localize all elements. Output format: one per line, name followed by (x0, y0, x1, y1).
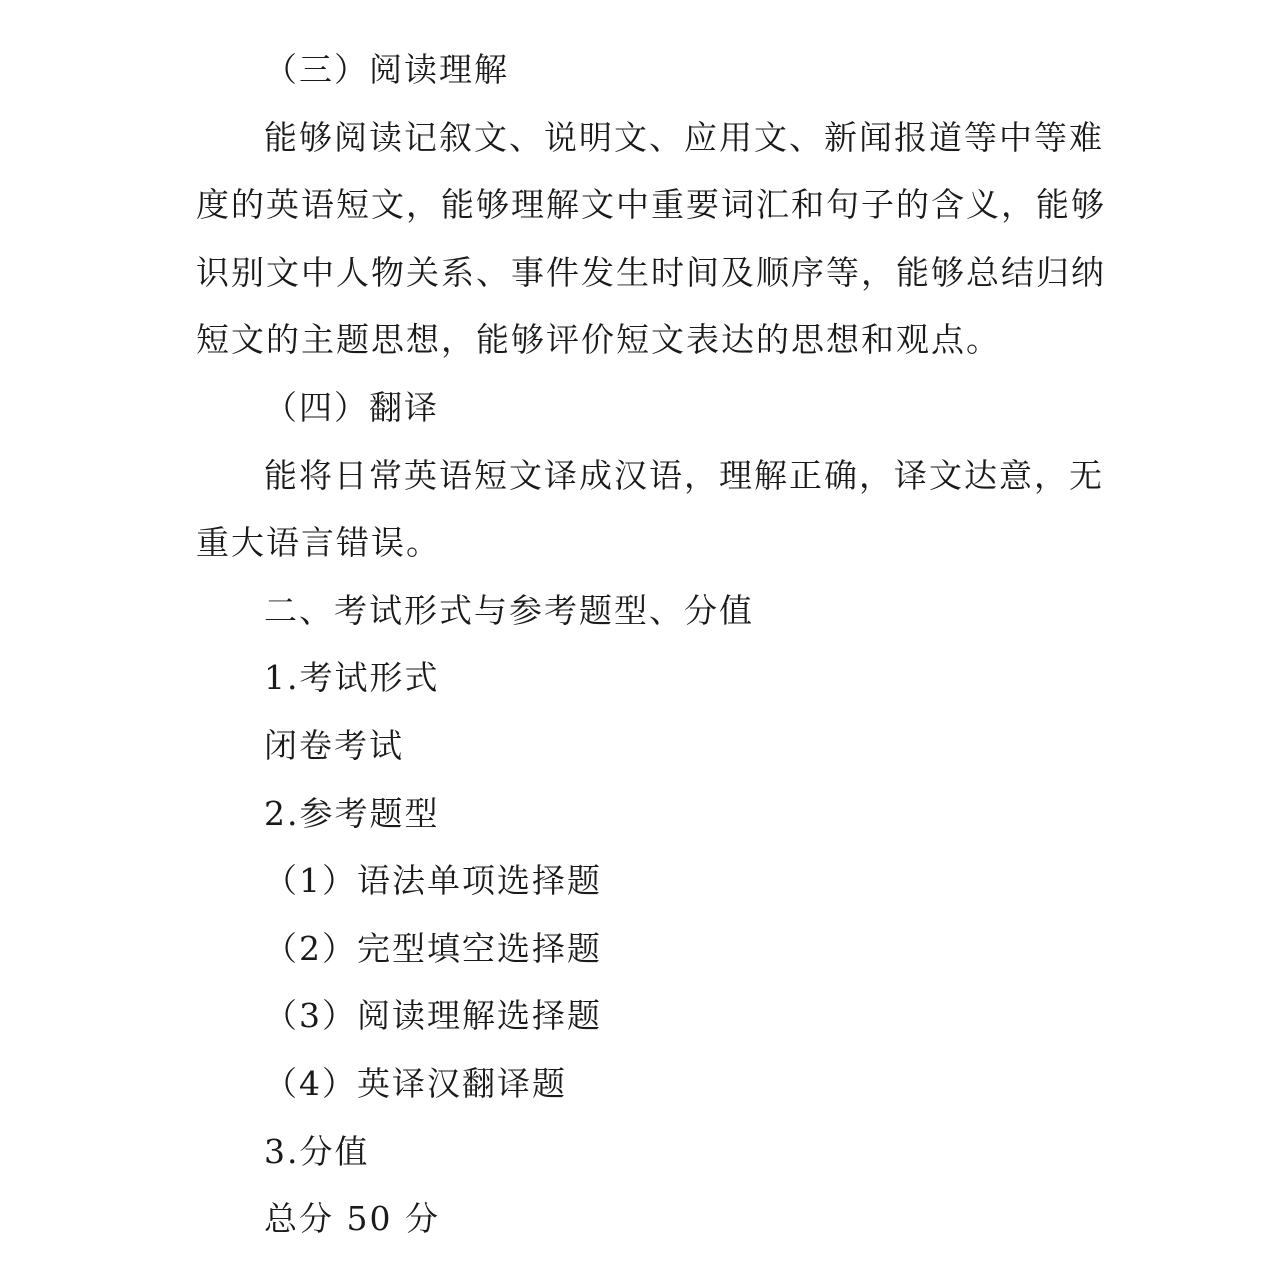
item2-list-item-1: （1）语法单项选择题 (264, 861, 602, 901)
item1-heading: 1.考试形式 (264, 658, 440, 698)
document-text (196, 36, 1106, 1253)
item3-body: 总分 50 分 (264, 1199, 440, 1239)
section3-body-line-4: 短文的主题思想，能够评价短文表达的思想和观点。 (196, 320, 1001, 360)
section4-body-line-2: 重大语言错误。 (196, 523, 441, 563)
section4-body-line-1: 能将日常英语短文译成汉语，理解正确，译文达意，无 (264, 455, 1104, 495)
section4-heading: （四）翻译 (264, 387, 439, 427)
item2-heading: 2.参考题型 (264, 793, 440, 833)
part2-heading: 二、考试形式与参考题型、分值 (264, 590, 754, 630)
item1-body: 闭卷考试 (264, 725, 404, 765)
section3-body-line-3: 识别文中人物关系、事件发生时间及顺序等，能够总结归纳 (196, 252, 1106, 292)
item2-list-item-4: （4）英译汉翻译题 (264, 1063, 567, 1103)
item2-list-item-3: （3）阅读理解选择题 (264, 996, 602, 1036)
item2-list-item-2: （2）完型填空选择题 (264, 928, 602, 968)
item3-heading: 3.分值 (264, 1131, 370, 1171)
section3-body-line-2: 度的英语短文，能够理解文中重要词汇和句子的含义，能够 (196, 185, 1106, 225)
section3-body-line-1: 能够阅读记叙文、说明文、应用文、新闻报道等中等难 (264, 117, 1104, 157)
section3-heading: （三）阅读理解 (264, 50, 509, 89)
